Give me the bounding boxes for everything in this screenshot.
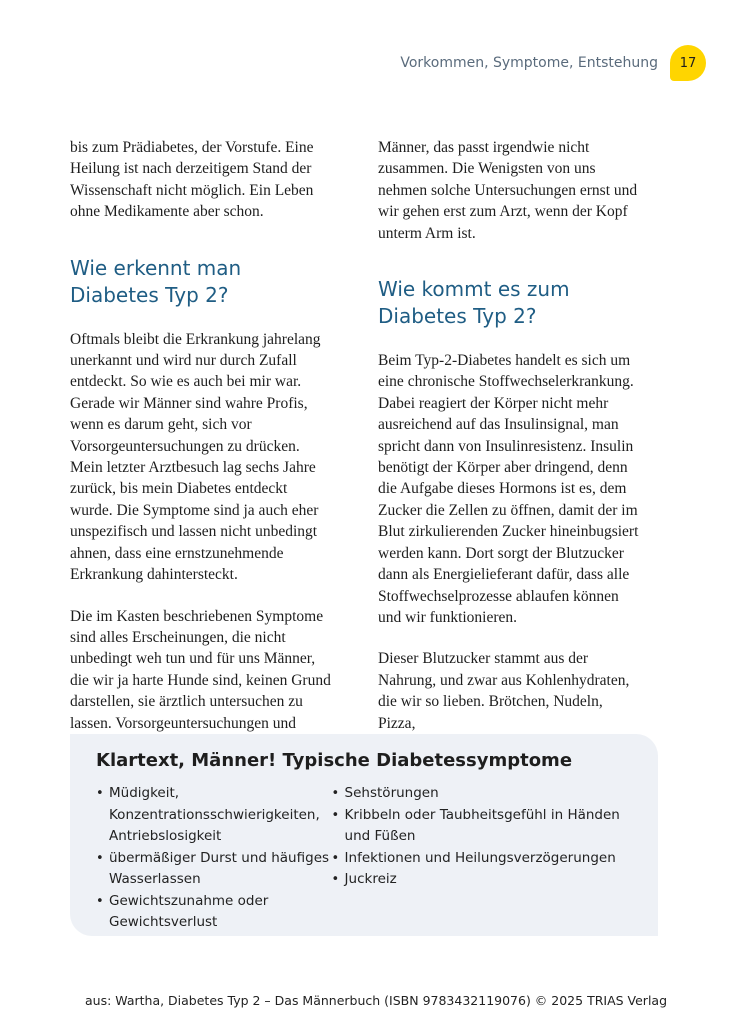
paragraph: Männer, das passt irgendwie nicht zusammen. Die Wenigsten von uns nehmen solche Untersuchungen ernst und wir gehen erst zum Arzt, wenn der Kopf unterm Arm ist. bbox=[378, 139, 638, 242]
list-item: • Juckreiz bbox=[332, 869, 632, 891]
bullet-icon: • bbox=[331, 850, 340, 866]
bullet-icon: • bbox=[331, 786, 340, 801]
running-title: Vorkommen, Symptome, Entstehung bbox=[400, 55, 658, 71]
page-number-badge bbox=[670, 45, 706, 81]
box-title: Klartext, Männer! Typische Diabetessymptome bbox=[96, 750, 573, 771]
list-item: • Müdigkeit, Konzentrationsschwierigkeiten, Antriebslosigkeit bbox=[96, 785, 320, 844]
list-item: • Kribbeln oder Taubheitsgefühl in Händen und Füßen bbox=[331, 806, 620, 844]
footer-citation: aus: Wartha, Diabetes Typ 2 – Das Männerbuch (ISBN 9783432119076) © 2025 TRIAS Verlag bbox=[84, 993, 668, 1008]
bullet-icon: • bbox=[96, 893, 104, 909]
bullet-icon: • bbox=[331, 872, 340, 887]
bullet-icon: • bbox=[96, 850, 104, 866]
symptom-list-left bbox=[96, 783, 332, 934]
left-column bbox=[70, 137, 332, 734]
section-heading: Wie erkennt man Diabetes Typ 2? bbox=[70, 255, 242, 307]
paragraph: Dieser Blutzucker stammt aus der Nahrung, und zwar aus Kohlenhydraten, die wir so lieben. Brötchen, Nudeln, Pizza, bbox=[378, 650, 630, 732]
list-item: • übermäßiger Durst und häufiges Wasserlassen bbox=[96, 849, 330, 887]
page-number: 17 bbox=[679, 55, 697, 71]
list-item: • Infektionen und Heilungsverzögerungen bbox=[332, 848, 632, 870]
symptom-list-right bbox=[332, 783, 632, 934]
bullet-icon: • bbox=[96, 786, 104, 801]
symptom-info-box bbox=[70, 734, 658, 936]
right-column bbox=[378, 137, 640, 734]
paragraph: Beim Typ-2-Diabetes handelt es sich um eine chronische Stoffwechselerkrankung. Dabei reagiert der Körper nicht mehr ausreichend auf das Insulinsignal, man spricht dann von Insulinresistenz. Insulin benötigt der Körper aber dringend, denn die Aufgabe dieses Hormons ist es, dem Zucker die Zellen zu öffnen, damit der im Blut zirkulierenden Zucker hineinbugsiert werden kann. Dort sorgt der Blutzucker dann als Energielieferant dafür, dass alle Stoffwechselprozesse ablaufen können und wir funktionieren. bbox=[378, 352, 639, 626]
section-heading: Wie kommt es zum Diabetes Typ 2? bbox=[378, 277, 570, 329]
paragraph: bis zum Prädiabetes, der Vorstufe. Eine Heilung ist nach derzeitigem Stand der Wissenschaft nicht möglich. Ein Leben ohne Medikamente aber schon. bbox=[70, 139, 314, 221]
bullet-icon: • bbox=[331, 807, 340, 823]
list-item: • Gewichtszunahme oder Gewichtsverlust bbox=[96, 892, 269, 930]
paragraph: Die im Kasten beschriebenen Symptome sind alles Erscheinungen, die nicht unbedingt weh tun und für uns Männer, die wir ja harte Hunde sind, keinen Grund darstellen, sie ärztlich untersuchen zu lassen. Vorsorgeuntersuchungen und bbox=[70, 607, 331, 732]
paragraph: Oftmals bleibt die Erkrankung jahrelang unerkannt und wird nur durch Zufall entdeckt. So wie es auch bei mir war. Gerade wir Männer sind wahre Profis, wenn es darum geht, sich vor Vorsorgeuntersuchungen zu drücken. Mein letzter Arztbesuch lag sechs Jahre zurück, bis mein Diabetes entdeckt wurde. Die Symptome sind ja auch eher unspezifisch und lassen nicht unbedingt ahnen, dass eine ernstzunehmende Erkrankung dahintersteckt. bbox=[70, 330, 321, 584]
list-item: • Sehstörungen bbox=[332, 783, 632, 805]
